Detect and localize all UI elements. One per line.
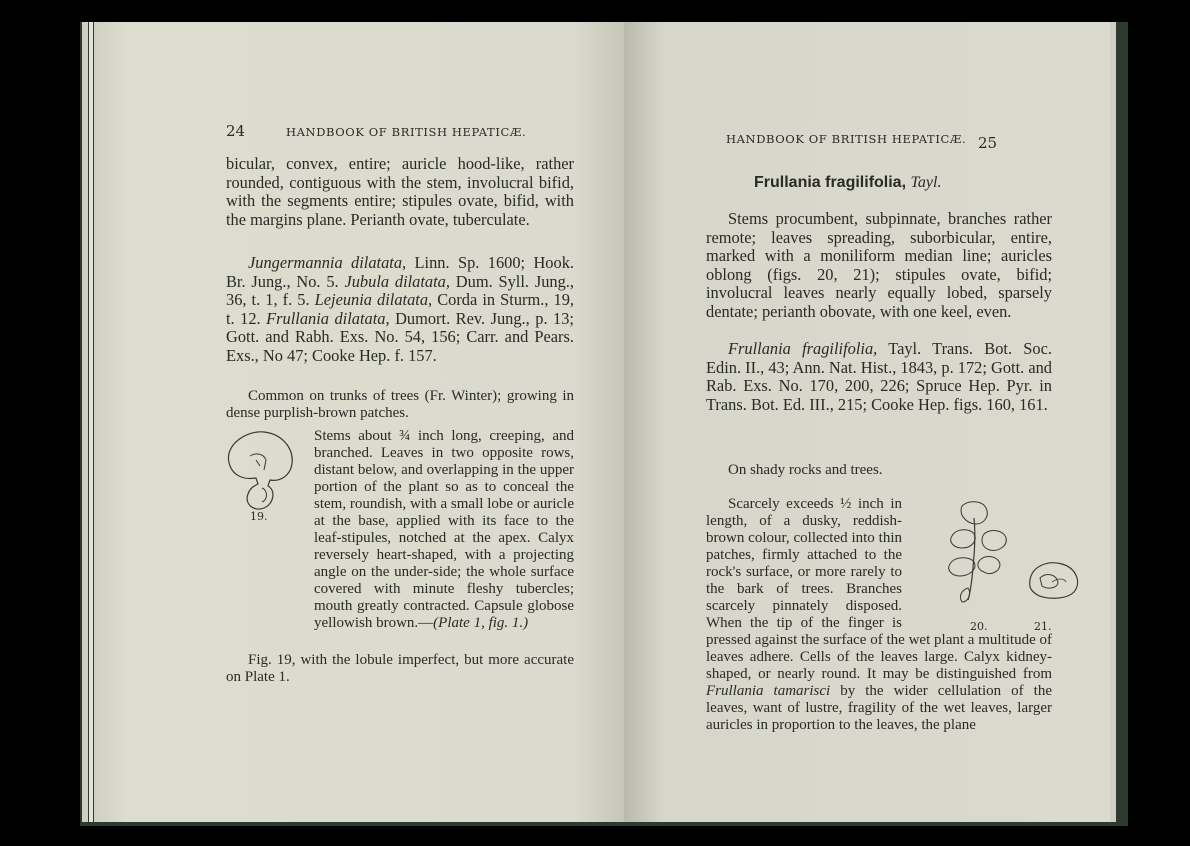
citation: Dumort. Rev. Jung., p. 13; Gott. and Rabh. Exs. No. 54, 156; Carr. and Pears. Exs., No 47; Cooke Hep. f. 157. [226, 308, 574, 365]
text-block-1 [226, 155, 574, 229]
paragraph: Fig. 19, with the lobule imperfect, but more accurate on Plate 1. [226, 652, 574, 685]
synonym-name: Frullania dilatata, [266, 308, 390, 328]
synonym-name: Jubula dilatata, [344, 271, 450, 291]
paragraph: On shady rocks and trees. [728, 462, 883, 478]
citation: Corda in Sturm., 19, t. 12. [226, 290, 574, 328]
habitat-paragraph [226, 388, 574, 422]
synonym-name: Jungermannia dilatata, [248, 253, 407, 272]
description-text: Stems about ¾ inch long, creeping, and branched. Leaves in two opposite rows, distant below, and overlapping in the upper portion of the plant so as to conceal the stem, roundish, with a small lobe or auricle at the base, applied with its face to the leaf-stipules, notched at the apex. Calyx reversely heart-shaped, with a projecting angle on the under-side; the whole surface covered with minute fleshy tubercles; mouth greatly contracted. Capsule globose yellowish brown.— [314, 428, 574, 631]
habitat-paragraph [706, 462, 1052, 479]
paragraph: Stems procumbent, subpinnate, branches rather remote; leaves spreading, suborbicular, entire, marked with a moniliform median line; auricles oblong (figs. 20, 21); stipules ovate, bifid; involucral leaves nearly equally lobed, sparsely dentate; perianth obovate, with one keel, even. [706, 209, 1052, 321]
figure-note [226, 652, 574, 686]
page-edges-left-inner [89, 22, 93, 822]
paragraph: bicular, convex, entire; auricle hood-like, rather rounded, contiguous with the stem, involucral bifid, with the segments entire; stipules ovate, bifid, with the margins plane. Perianth ovate, tuberculate. [226, 154, 574, 229]
page-number: 24 [226, 122, 246, 140]
synonymy-paragraph [226, 254, 574, 366]
species-name: Frullania fragilifolia, [754, 174, 907, 191]
diagnosis-paragraph [706, 210, 1052, 322]
open-book [80, 22, 1128, 826]
left-page [94, 22, 626, 822]
citation: Linn. Sp. 1600; Hook. Br. Jung., No. 5. [226, 253, 574, 291]
species-title [754, 174, 941, 192]
page-edges-left [82, 22, 88, 822]
figure-label-20: 20. [970, 620, 988, 633]
page-number: 25 [978, 134, 998, 152]
species-author: Tayl. [910, 174, 942, 191]
paragraph: Common on trunks of trees (Fr. Winter); growing in dense purplish-brown patches. [226, 388, 574, 421]
figure-label-21: 21. [1034, 620, 1052, 633]
right-page [624, 22, 1110, 822]
citation: Tayl. Trans. Bot. Soc. Edin. II., 43; Ann. Nat. Hist., 1843, p. 172; Gott. and Rab. Exs. No. 170, 200, 226; Spruce Hep. Pyr. in Trans. Bot. Ed. III., 215; Cooke Hep. figs. 160, 161. [706, 339, 1053, 414]
description-text: by the wider cellulation of the leaves, want of lustre, fragility of the wet leaves, larger auricles in proportion to the leaves, the plane [706, 683, 1052, 733]
running-header: HANDBOOK OF BRITISH HEPATICÆ. [726, 132, 967, 146]
citation: Dum. Syll. Jung., 36, t. 1, f. 5. [226, 271, 574, 310]
figure-wrap-spacer [902, 496, 1052, 628]
synonym-name: Lejeunia dilatata, [314, 290, 433, 310]
page-edges-right [1110, 22, 1116, 822]
description-paragraph [706, 496, 1052, 734]
plate-reference: (Plate 1, fig. 1.) [433, 615, 529, 631]
description-paragraph [226, 428, 574, 632]
description-text: Scarcely exceeds ½ inch in length, of a dusky, reddish-brown colour, collected into thin patches, firmly attached to the rock's surface, or more rarely to the bark of trees. Branches scarcely pinnately disposed. When the tip of the finger is pressed against the surface of the wet plant a multitude of leaves adhere. Cells of the leaves large. Calyx kidney-shaped, or nearly round. It may be distinguished from [706, 496, 1052, 682]
species-reference: Frullania tamarisci [706, 683, 831, 699]
synonym-name: Frullania fragilifolia, [728, 339, 878, 358]
synonymy-paragraph [706, 340, 1052, 414]
figure-label: 19. [250, 510, 268, 523]
running-header: HANDBOOK OF BRITISH HEPATICÆ. [286, 125, 527, 139]
